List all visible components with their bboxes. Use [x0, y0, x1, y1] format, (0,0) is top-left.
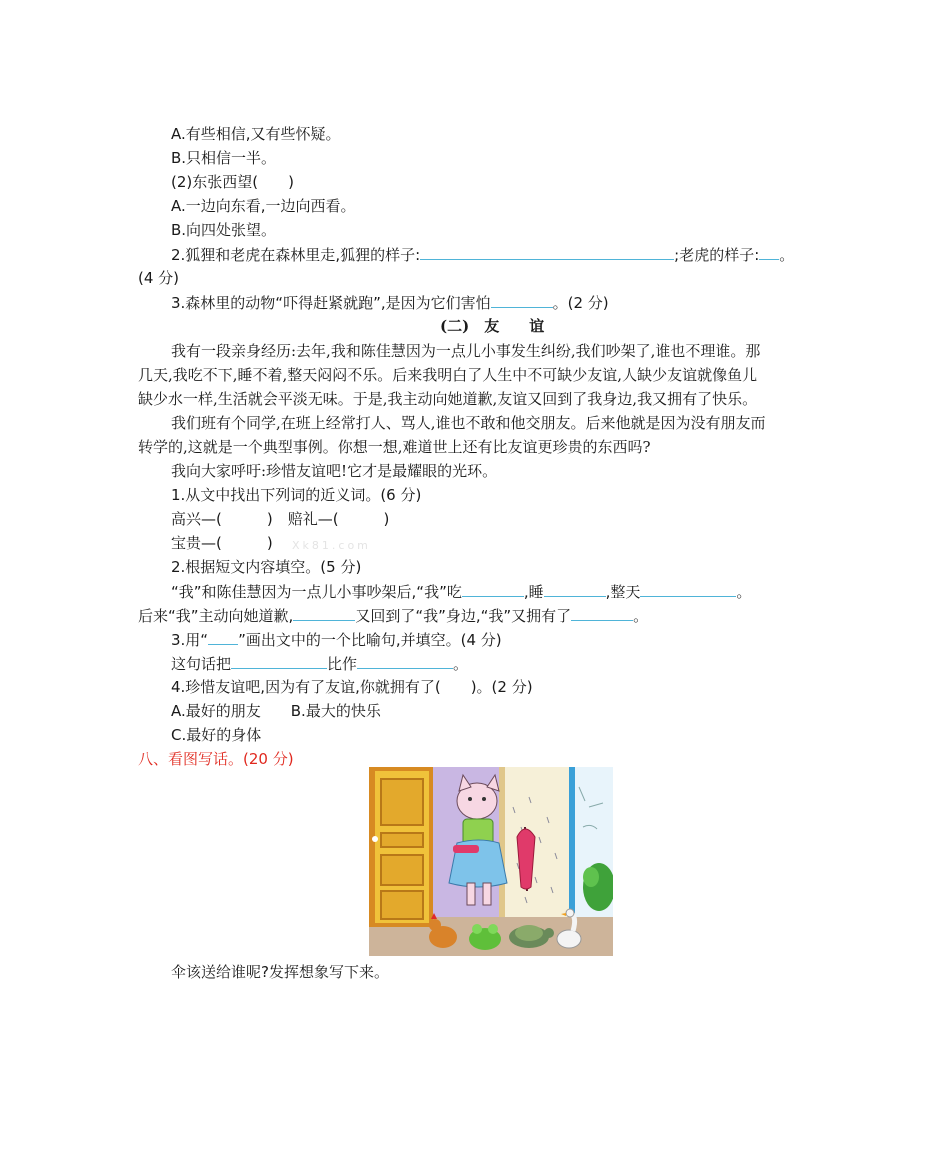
- allday-label: ,整天: [605, 583, 641, 601]
- sleep-blank[interactable]: [544, 580, 606, 597]
- fox-tiger-question-text: 2.狐狸和老虎在森林里走,狐狸的样子:: [171, 246, 421, 264]
- fox-tiger-question: [171, 243, 794, 266]
- synonym-question: 1.从文中找出下列词的近义词。(6 分): [171, 486, 422, 504]
- fill-line-2-end: 。: [633, 607, 649, 625]
- passage-heading: (二) 友 谊: [440, 317, 545, 335]
- tiger-label: ;老虎的样子:: [674, 246, 760, 264]
- fox-answer-blank[interactable]: [420, 243, 674, 260]
- wavy-line-sample: [208, 628, 238, 645]
- section-8-title: 八、看图写话。(20 分): [138, 750, 294, 768]
- eat-blank[interactable]: [462, 580, 524, 597]
- metaphor-line-c: 。: [453, 655, 469, 673]
- metaphor-question-end: ”画出文中的一个比喻句,并填空。(4 分): [238, 631, 502, 649]
- choice-question: 4.珍惜友谊吧,因为有了友谊,你就拥有了( )。(2 分): [171, 678, 533, 696]
- fill-line-2: [138, 604, 648, 627]
- fill-line-1-end: 。: [736, 583, 752, 601]
- fill-question: 2.根据短文内容填空。(5 分): [171, 558, 362, 576]
- metaphor-object-blank[interactable]: [357, 652, 453, 669]
- metaphor-subject-blank[interactable]: [231, 652, 327, 669]
- animals-question-end: 。(2 分): [552, 294, 609, 312]
- fill-line-2-mid: 又回到了“我”身边,“我”又拥有了: [355, 607, 572, 625]
- option-b-2: B.向四处张望。: [171, 221, 277, 239]
- fill-line-2-text: 后来“我”主动向她道歉,: [138, 607, 294, 625]
- passage-p1-line1: 我有一段亲身经历:去年,我和陈佳慧因为一点儿小事发生纠纷,我们吵架了,谁也不理谁。那: [171, 342, 761, 360]
- choice-options-ab: A.最好的朋友 B.最大的快乐: [171, 702, 381, 720]
- animals-answer-blank[interactable]: [491, 291, 553, 308]
- passage-p2-line1: 我们班有个同学,在班上经常打人、骂人,谁也不敢和他交朋友。后来他就是因为没有朋友而: [171, 414, 766, 432]
- passage-p3: 我向大家呼吁:珍惜友谊吧!它才是最耀眼的光环。: [171, 462, 498, 480]
- question-2-label: (2)东张西望( ): [171, 173, 294, 191]
- happiness-blank[interactable]: [571, 604, 633, 621]
- passage-p2-line2: 转学的,这就是一个典型事例。你想一想,难道世上还有比友谊更珍贵的东西吗?: [138, 438, 651, 456]
- option-a-1: A.有些相信,又有些怀疑。: [171, 125, 341, 143]
- metaphor-question-start: 3.用“: [171, 631, 209, 649]
- metaphor-line: [171, 652, 468, 675]
- sleep-label: ,睡: [523, 583, 544, 601]
- metaphor-line-a: 这句话把: [171, 655, 232, 673]
- synonym-row-1: 高兴—( ) 赔礼—( ): [171, 510, 390, 528]
- passage-p1-line3: 缺少水一样,生活就会平淡无味。于是,我主动向她道歉,友谊又回到了我身边,我又拥有了快乐。: [138, 390, 758, 408]
- option-b-1: B.只相信一半。: [171, 149, 277, 167]
- friendship-blank[interactable]: [293, 604, 355, 621]
- synonym-row-2: 宝贵—( ): [171, 534, 273, 552]
- metaphor-line-b: 比作: [327, 655, 358, 673]
- option-a-2: A.一边向东看,一边向西看。: [171, 197, 356, 215]
- animals-question: [171, 291, 609, 314]
- passage-p1-line2: 几天,我吃不下,睡不着,整天闷闷不乐。后来我明白了人生中不可缺少友谊,人缺少友谊就像鱼儿: [138, 366, 758, 384]
- writing-prompt: 伞该送给谁呢?发挥想象写下来。: [171, 963, 389, 981]
- picture-cat-with-umbrella: [369, 767, 613, 956]
- tiger-answer-blank[interactable]: [759, 243, 779, 260]
- watermark: Xk81.com: [292, 539, 371, 552]
- choice-option-c: C.最好的身体: [171, 726, 262, 744]
- fox-tiger-points: (4 分): [138, 269, 180, 287]
- fill-line-1-text: “我”和陈佳慧因为一点儿小事吵架后,“我”吃: [171, 583, 462, 601]
- period: 。: [779, 246, 795, 264]
- animals-question-text: 3.森林里的动物“吓得赶紧就跑”,是因为它们害怕: [171, 294, 491, 312]
- fill-line-1: [171, 580, 751, 603]
- allday-blank[interactable]: [640, 580, 736, 597]
- metaphor-question: [171, 628, 502, 651]
